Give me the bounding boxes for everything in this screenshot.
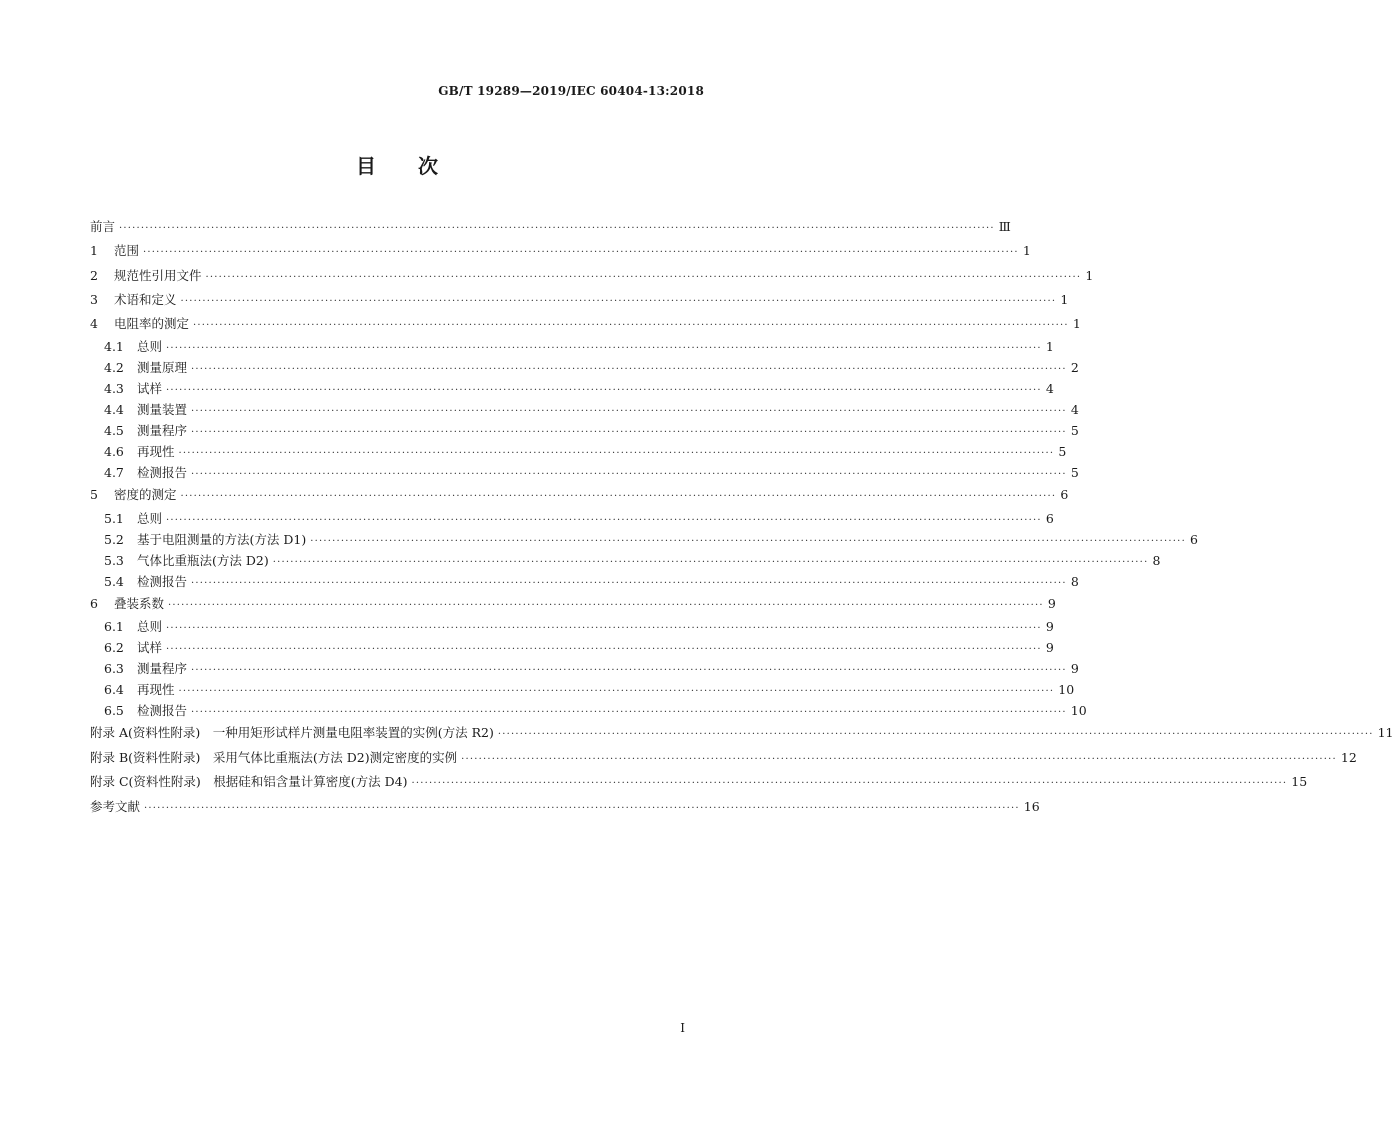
toc-entry-label: 范围 (114, 243, 140, 259)
toc-leader-dots: ········································································································································································································ (166, 343, 1042, 355)
toc-entry-label: 再现性 (137, 444, 175, 460)
toc-entry-label: 检测报告 (137, 465, 188, 481)
toc-entry-page: 5 (1070, 423, 1079, 439)
toc-entry-number: 4.2 (104, 360, 124, 376)
toc-entry-label: 术语和定义 (114, 291, 177, 307)
toc-leader-dots: ········································································································································································································ (191, 427, 1067, 439)
toc-entry-number: 5.4 (104, 573, 124, 589)
toc-entry-page: 9 (1070, 661, 1079, 677)
toc-entry[interactable] (90, 420, 1079, 441)
toc-leader-dots: ········································································································································································································ (461, 753, 1337, 765)
toc-leader-dots: ········································································································································································································ (178, 686, 1055, 698)
toc-leader-dots: ········································································································································································································ (166, 514, 1042, 526)
toc-entry-label: 密度的测定 (114, 487, 177, 503)
toc-entry[interactable] (90, 770, 1308, 795)
toc-entry-label: 检测报告 (137, 703, 188, 719)
toc-entry[interactable] (90, 721, 1394, 746)
toc-entry-label: 规范性引用文件 (114, 267, 202, 283)
toc-leader-dots: ········································································································································································································ (168, 599, 1044, 611)
toc-entry-label: 测量程序 (137, 661, 188, 677)
toc-leader-dots: ········································································································································································································ (411, 778, 1288, 790)
toc-leader-dots: ········································································································································································································ (193, 320, 1069, 332)
toc-leader-dots: ········································································································································································································ (191, 406, 1067, 418)
toc-entry-number: 6.2 (104, 640, 124, 656)
toc-entry-page: 16 (1023, 798, 1040, 814)
toc-entry[interactable] (90, 357, 1079, 378)
toc-entry-number: 5.2 (104, 531, 124, 547)
toc-entry-page: Ⅲ (998, 219, 1011, 234)
toc-entry-page: 1 (1072, 316, 1081, 332)
toc-entry-page: 11 (1377, 725, 1394, 741)
toc-entry[interactable] (90, 637, 1054, 658)
toc-entry[interactable] (90, 700, 1087, 721)
toc-entry[interactable] (90, 312, 1081, 336)
toc-entry-number: 3 (90, 291, 98, 307)
toc-leader-dots: ········································································································································································································ (166, 623, 1042, 635)
toc-leader-dots: ········································································································································································································ (143, 247, 1019, 259)
toc-entry-page: 6 (1045, 510, 1054, 526)
standard-code: GB/T 19289—2019/IEC 60404-13:2018 (438, 84, 704, 98)
toc-entry[interactable] (90, 336, 1054, 357)
toc-entry-page: 1 (1022, 243, 1031, 259)
table-of-contents (90, 215, 1394, 819)
toc-entry[interactable] (90, 462, 1079, 483)
toc-entry-page: 10 (1058, 682, 1075, 698)
toc-entry-label: 测量装置 (137, 402, 188, 418)
toc-entry[interactable] (90, 571, 1079, 592)
toc-entry-number: 4 (90, 316, 98, 332)
toc-entry-label: 试样 (137, 640, 163, 656)
toc-leader-dots: ········································································································································································································ (191, 469, 1067, 481)
toc-leader-dots: ········································································································································································································ (180, 295, 1057, 307)
toc-leader-dots: ········································································································································································································ (119, 223, 995, 234)
toc-entry[interactable] (90, 508, 1054, 529)
toc-entry-page: 12 (1340, 749, 1357, 765)
toc-entry-label: 测量程序 (137, 423, 188, 439)
toc-entry-label: 气体比重瓶法(方法 D2) (137, 552, 269, 568)
toc-entry[interactable] (90, 264, 1094, 288)
toc-entry-page: 9 (1047, 595, 1056, 611)
toc-entry-label: 试样 (137, 381, 163, 397)
toc-entry[interactable] (90, 592, 1056, 616)
toc-entry-page: 1 (1045, 339, 1054, 355)
toc-entry[interactable] (90, 288, 1069, 312)
toc-leader-dots: ········································································································································································································ (191, 707, 1067, 719)
toc-leader-dots: ········································································································································································································ (497, 729, 1374, 741)
toc-entry-number: 1 (90, 243, 98, 259)
toc-entry-number: 6.5 (104, 703, 124, 719)
footer-page-number: I (680, 1021, 685, 1035)
page-title (0, 150, 794, 179)
toc-entry[interactable] (90, 550, 1161, 571)
toc-entry-page: 1 (1085, 267, 1094, 283)
toc-entry-number: 2 (90, 267, 98, 283)
toc-entry[interactable] (90, 795, 1040, 819)
toc-leader-dots: ········································································································································································································ (310, 535, 1186, 547)
toc-entry-label: 再现性 (137, 682, 175, 698)
toc-entry[interactable] (90, 483, 1069, 507)
title-char-1: 目 (356, 154, 376, 178)
toc-entry-label: 叠装系数 (114, 595, 165, 611)
toc-entry[interactable] (90, 378, 1054, 399)
toc-entry-page: 8 (1152, 552, 1161, 568)
toc-entry-number: 4.7 (104, 465, 124, 481)
toc-entry-page: 9 (1045, 619, 1054, 635)
toc-entry-number: 5.3 (104, 552, 124, 568)
toc-entry-number: 4.6 (104, 444, 124, 460)
toc-entry[interactable] (90, 658, 1079, 679)
toc-entry-page: 9 (1045, 640, 1054, 656)
toc-entry[interactable] (90, 239, 1031, 263)
toc-leader-dots: ········································································································································································································ (205, 271, 1082, 283)
toc-entry-page: 8 (1070, 573, 1079, 589)
toc-entry-number: 6.4 (104, 682, 124, 698)
toc-leader-dots: ········································································································································································································ (180, 491, 1057, 503)
toc-entry-label: 附录 C(资料性附录) 根据硅和铝含量计算密度(方法 D4) (90, 774, 408, 790)
toc-entry-number: 5 (90, 487, 98, 503)
toc-leader-dots: ········································································································································································································ (272, 556, 1149, 568)
toc-entry-label: 附录 A(资料性附录) 一种用矩形试样片测量电阻率装置的实例(方法 R2) (90, 725, 494, 741)
toc-entry-label: 总则 (137, 339, 163, 355)
toc-entry-label: 前言 (90, 219, 116, 234)
toc-leader-dots: ········································································································································································································ (178, 448, 1055, 460)
toc-entry[interactable] (90, 679, 1075, 700)
toc-entry-number: 4.5 (104, 423, 124, 439)
toc-entry-number: 5.1 (104, 510, 124, 526)
toc-entry-label: 总则 (137, 619, 163, 635)
toc-entry-page: 2 (1070, 360, 1079, 376)
toc-entry-page: 6 (1190, 531, 1198, 547)
toc-leader-dots: ········································································································································································································ (166, 644, 1042, 656)
toc-entry-page: 6 (1060, 487, 1069, 503)
toc-entry-label: 测量原理 (137, 360, 188, 376)
toc-entry[interactable] (90, 529, 1198, 550)
toc-entry-page: 5 (1070, 465, 1079, 481)
toc-entry-label: 检测报告 (137, 573, 188, 589)
toc-entry-number: 4.3 (104, 381, 124, 397)
toc-entry-page: 1 (1060, 291, 1069, 307)
toc-entry-number: 4.4 (104, 402, 124, 418)
toc-entry-page: 10 (1070, 703, 1087, 719)
toc-entry[interactable] (90, 441, 1067, 462)
toc-entry-label: 附录 B(资料性附录) 采用气体比重瓶法(方法 D2)测定密度的实例 (90, 749, 458, 765)
toc-entry-label: 电阻率的测定 (114, 316, 190, 332)
toc-entry-label: 参考文献 (90, 798, 141, 814)
toc-leader-dots: ········································································································································································································ (166, 385, 1042, 397)
toc-entry-label: 基于电阻测量的方法(方法 D1) (137, 531, 307, 547)
toc-leader-dots: ········································································································································································································ (144, 802, 1020, 814)
toc-entry-page: 5 (1058, 444, 1067, 460)
toc-entry-label: 总则 (137, 510, 163, 526)
toc-entry-number: 6.3 (104, 661, 124, 677)
toc-entry-page: 4 (1070, 402, 1079, 418)
toc-leader-dots: ········································································································································································································ (191, 577, 1067, 589)
toc-entry-page: 4 (1045, 381, 1054, 397)
toc-entry[interactable] (90, 399, 1079, 420)
toc-leader-dots: ········································································································································································································ (191, 665, 1067, 677)
toc-leader-dots: ········································································································································································································ (191, 364, 1067, 376)
toc-entry-number: 6.1 (104, 619, 124, 635)
title-char-2: 次 (418, 154, 438, 178)
toc-entry[interactable] (90, 215, 1011, 239)
toc-entry-page: 15 (1291, 774, 1308, 790)
toc-entry-number: 4.1 (104, 339, 124, 355)
toc-entry[interactable] (90, 616, 1054, 637)
toc-entry[interactable] (90, 746, 1357, 771)
toc-entry-number: 6 (90, 595, 98, 611)
